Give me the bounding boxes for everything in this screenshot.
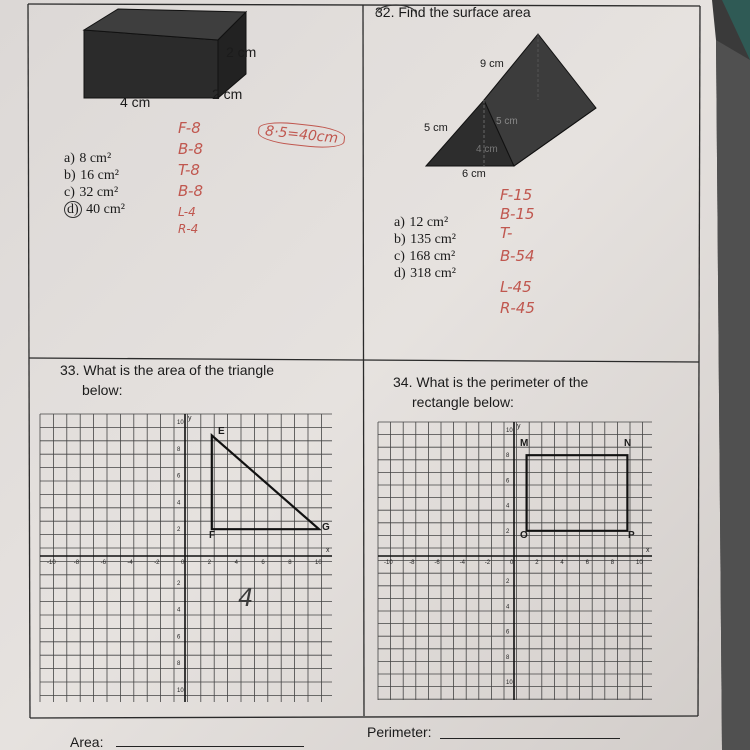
prism-dim-right: 2 cm [212,86,243,102]
q33-y-tick-label: 8 [177,661,181,668]
q34-x-tick-label: -2 [484,560,491,566]
q34-point-o: O [520,530,528,541]
q34-x-tick-label: 4 [560,560,564,566]
q34-y-tick-label: 2 [506,579,510,586]
q32-option-a[interactable]: a) 12 cm² [394,215,449,230]
q34-y-tick-label: 6 [506,629,510,636]
q31-handwritten-work: 8·5=40cm [257,120,346,151]
q33-x-tick-label: 4 [234,560,238,566]
q33-x-tick-label: 2 [207,560,212,566]
q33-point-g: G [322,522,330,533]
prism-dim-bottom: 4 cm [120,94,151,110]
q33-y-tick-label: 6 [177,634,181,641]
q32-option-d[interactable]: d) 318 cm² [394,266,456,281]
q31-option-c[interactable]: c) 32 cm² [64,185,119,200]
q33-point-e: E [218,426,225,437]
q32-dim-top: 9 cm [480,58,504,70]
q33-x-tick-label: -4 [127,560,133,566]
q33-x-axis-label: x [326,547,330,554]
q34-y-axis-label: y [517,423,521,430]
q31-option-d[interactable]: d) 40 cm² [64,201,125,218]
q34-x-tick-label: 0 [510,560,514,566]
q34-point-n: N [624,438,632,449]
q32-dim-bottom: 6 cm [462,168,486,180]
q34-y-tick-label: 10 [506,680,513,686]
q33-question-line2: below: [82,382,123,398]
q33-y-tick-label: 10 [177,420,184,426]
q31-option-b[interactable]: b) 16 cm² [64,168,119,183]
selected-answer-circle: d) [64,201,82,218]
q33-y-tick-label: 8 [177,446,181,453]
q33-x-tick-label: 8 [288,560,292,566]
q34-x-tick-label: -8 [409,560,415,566]
q34-x-tick-label: 2 [535,560,539,566]
q33-answer-label: Area: [70,734,104,750]
q33-x-tick-label: -2 [154,560,160,566]
q33-question-line1: 33. What is the area of the triangle [60,362,275,378]
q33-x-tick-label: 6 [261,560,265,566]
q33-x-tick-label: 0 [181,560,185,566]
q33-x-tick-label: -10 [47,560,56,566]
q34-y-tick-label: 4 [506,604,510,611]
q33-x-tick-label: 10 [315,560,322,566]
q34-question-line2: rectangle below: [412,394,514,410]
q33-y-tick-label: 4 [177,500,181,507]
q33-y-tick-label: 2 [177,527,181,534]
q33-handwritten-answer: 4 [238,584,254,612]
q33-y-tick-label: 6 [177,473,181,480]
q32-handwritten-faces: F-15 B-15 T- B-54 L-45 R-45 [500,186,535,317]
q34-point-m: M [520,438,529,449]
q32-option-c[interactable]: c) 168 cm² [394,249,456,264]
q32-title: 32. Find the surface area [375,4,531,20]
q34-x-tick-label: -4 [459,560,465,566]
q31-handwritten-faces: F-8 B-8 T-8 B-8 L-4 R-4 [178,119,203,236]
q34-y-tick-label: 8 [506,453,510,460]
q34-answer-label: Perimeter: [367,724,432,740]
q34-answer-blank[interactable] [440,738,620,739]
q33-x-tick-label: -6 [100,560,106,566]
q32-dim-inner: 4 cm [476,144,498,155]
q32-dim-left: 5 cm [424,122,448,134]
q34-y-tick-label: 2 [506,528,510,535]
q33-point-f: F [209,530,216,541]
q33-y-tick-label: 4 [177,607,181,614]
q32-option-b[interactable]: b) 135 cm² [394,232,456,247]
q33-x-tick-label: -8 [73,560,80,566]
q34-x-tick-label: -10 [384,560,393,566]
q32-dim-right: 5 cm [496,116,518,127]
q34-y-tick-label: 4 [506,503,510,510]
q34-y-tick-label: 10 [506,428,513,434]
q34-question-line1: 34. What is the perimeter of the [393,374,589,390]
q33-y-axis-label: y [188,415,192,422]
q31-option-a[interactable]: a) 8 cm² [64,151,112,166]
q34-y-tick-label: 6 [506,478,510,485]
q34-x-tick-label: -6 [434,560,440,566]
q34-x-axis-label: x [646,547,650,554]
q33-y-tick-label: 2 [177,580,181,587]
q34-x-tick-label: 8 [610,560,615,566]
q34-x-tick-label: 10 [636,560,643,566]
q34-y-tick-label: 8 [506,654,510,661]
q34-point-p: P [628,530,635,541]
prism-dim-top-right: 2 cm [226,44,257,60]
q34-x-tick-label: 6 [585,560,589,566]
q33-y-tick-label: 10 [177,688,184,694]
